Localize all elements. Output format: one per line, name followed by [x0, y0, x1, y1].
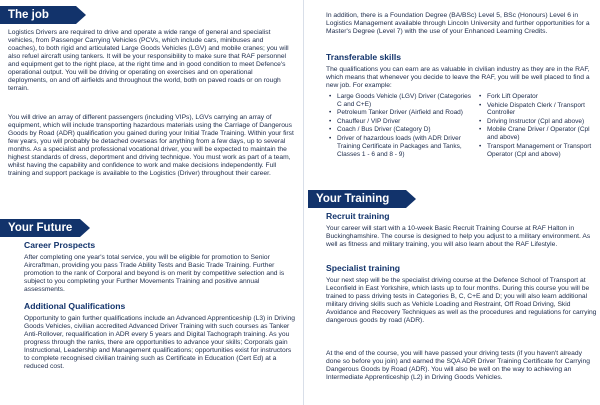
section-title: Your Future: [8, 222, 73, 234]
skills-list-right: [478, 93, 598, 159]
right-column: [308, 0, 600, 405]
section-header-the-job: [0, 6, 76, 24]
section-title: The job: [8, 9, 49, 21]
career-prospects-heading: Career Prospects: [24, 240, 96, 250]
transferable-skills-heading: Transferable skills: [326, 52, 401, 62]
column-divider: [303, 0, 304, 405]
list-item: • Petroleum Tanker Driver (Airfield and Road): [328, 109, 476, 117]
recruit-training-heading: Recruit training: [326, 211, 390, 221]
additional-qualifications-text: Opportunity to gain further qualifications include an Advanced Apprenticeship (L3) in Driving Goods Vehicles, civilian accredited Advanced Driver Training with such courses as Tanker Anti-Rollover, requalification in ADR every 5 years and Digital Tachograph training. As you progress through the ranks, there are opportunities to advance your skills; Corporals gain Instructional, Leadership and Management qualifications; opportunities exist for instructors to complete recognised civilian training such as Certificate in Education (Cert Ed) at a reduced cost.: [24, 315, 296, 371]
section-title: Your Training: [316, 193, 390, 205]
transferable-skills-text: The qualifications you can earn are as valuable in civilian industry as they are in the RAF, which means that whenever you decide to leave the RAF, you will be well placed to find a new job. For example:: [326, 66, 590, 90]
career-prospects-text: After completing one year's total service, you will be eligible for promotion to Senior Aircraftman, providing you pass Trade Ability Tests and Basic Trade Training. Further promotion to the rank of Corporal and beyond is on merit by competitive selection and is subject to you completing your Further Movements Training and positive annual assessments.: [24, 254, 285, 294]
list-item: • Mobile Crane Driver / Operator (Cpl and above): [478, 126, 598, 142]
list-item: • Transport Management or Transport Operator (Cpl and above): [478, 143, 598, 159]
skills-list-left: [328, 93, 476, 159]
list-item: • Chauffeur / VIP Driver: [328, 118, 476, 126]
course-end-text: At the end of the course, you will have passed your driving tests (if you haven't already done so before you join) and earned the SQA ADR Driver Training Certificate for Carrying Dangerous Goods by Road (ADR). You will also be well on the way to achieving an Intermediate Apprenticeship (L2) in Driving Goods Vehicles.: [326, 350, 590, 382]
section-header-your-future: [0, 219, 80, 237]
foundation-degree-text: In addition, there is a Foundation Degree (BA/BSc) Level 5, BSc (Honours) Level 6 in Logistics Management available through Lincoln University and further opportunities for a Master's Degree (Level 7) with the use of your Enhanced Learning Credits.: [326, 12, 590, 36]
list-item: • Vehicle Dispatch Clerk / Transport Controller: [478, 102, 598, 118]
specialist-training-text: Your next step will be the specialist driving course at the Defence School of Transport at Leconfield in East Yorkshire, which lasts up to four months. During this course you will be trained to pass driving tests in Categories B, C, C+E and D; you will also learn additional military driving skills such as Vehicle Loading and Restraint, Off Road Driving, Skid Avoidance and Recovery Techniques as well as the procedures and regulations for carrying dangerous goods by road (ADR).: [326, 277, 597, 325]
specialist-training-heading: Specialist training: [326, 263, 401, 273]
list-item: • Fork Lift Operator: [478, 93, 598, 101]
list-item: • Large Goods Vehicle (LGV) Driver (Categories C and C+E): [328, 93, 476, 109]
section-header-your-training: [308, 190, 406, 208]
job-paragraph-2: You will drive an array of different passengers (including VIPs), LGVs carrying an array of equipment, which will include transporting hazardous materials using the Carriage of Dangerous Goods by Road (ADR) qualification you gained during your Initial Trade Training. Within your first few years, you will probably be detached overseas for anything from a few days, up to several months. As a specialist and professional vocational driver, you will be expected to maintain the highest standards of dress, deportment and driving technique. You must work as part of a team, whilst having the capability and confidence to work and make decisions independently. Full training and support package is available to the Logistics (Driver) throughout their career.: [8, 114, 294, 178]
list-item: • Driver of hazardous loads (with ADR Driver Training Certificate in Packages and Tanks, Classes 1 - 6 and 8 - 9): [328, 135, 476, 159]
list-item: • Coach / Bus Driver (Category D): [328, 126, 476, 134]
list-item: • Driving Instructor (Cpl and above): [478, 118, 598, 126]
job-paragraph-1: Logistics Drivers are required to drive and operate a wide range of general and specialist vehicles, from Passenger Carrying Vehicles (PCVs, which include cars, minibuses and coaches), to both rigid and articulated Large Goods Vehicles (LGV) and mobile cranes; you will also refuel aircraft using tankers. It will be your responsibility to make sure that RAF personnel and equipment get to the right place, at the right time and in good condition to meet Defence's operational output. You will be driving or operating on exercises and on operational deployments, on and off airfields and throughout the world, both on paved roads or on rough terrain.: [8, 29, 289, 93]
additional-qualifications-heading: Additional Qualifications: [24, 301, 126, 311]
recruit-training-text: Your career will start with a 10-week Basic Recruit Training Course at RAF Halton in Buckinghamshire. The course is designed to help you adjust to a military environment. As well as fitness and military training, you will also learn about the RAF Lifestyle.: [326, 225, 591, 249]
left-column: [0, 0, 298, 405]
